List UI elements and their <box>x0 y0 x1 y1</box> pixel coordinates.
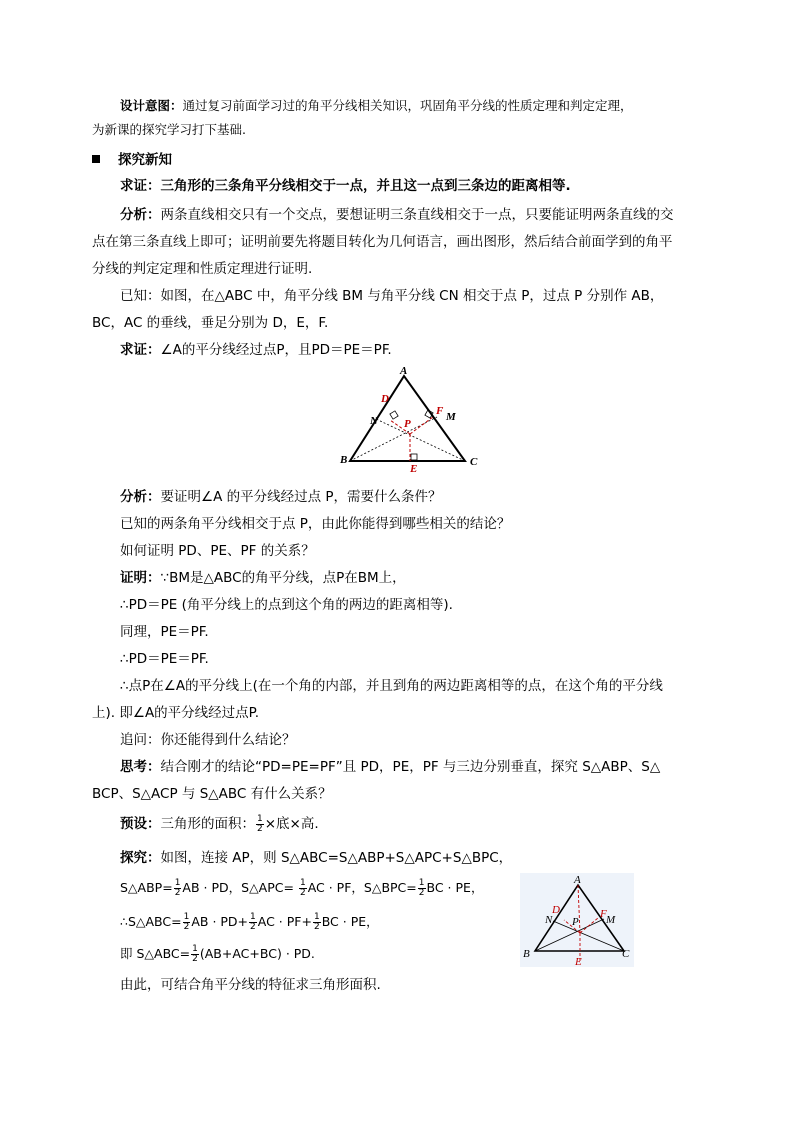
explore-line1 <box>120 848 512 868</box>
proof-line5: ∴点P在∠A的平分线上(在一个角的内部，并且到角的两边距离相等的点，在这个角的平分线 <box>120 678 663 694</box>
preset-line <box>120 814 319 834</box>
explore-line4: 即 S△ABC= $\frac{1}{2}$ (AB+AC+BC) · PD. <box>120 944 315 964</box>
proof-line1 <box>120 568 406 588</box>
fig2-label-P: P <box>572 916 579 928</box>
analysis2-line <box>120 487 442 507</box>
label-D: D <box>381 393 389 405</box>
proof-line2: ∴PD＝PE (角平分线上的点到这个角的两边的距离相等). <box>120 597 453 613</box>
conclusion: 由此，可结合角平分线的特征求三角形面积. <box>120 977 381 993</box>
analysis2-q1: 已知的两条角平分线相交于点 P，由此你能得到哪些相关的结论？ <box>120 516 511 532</box>
label-E: E <box>410 463 418 474</box>
label-P: P <box>404 418 411 430</box>
fig2-label-B: B <box>523 948 530 960</box>
triangle-figure-2 <box>520 873 634 967</box>
label-C: C <box>470 456 478 468</box>
label-M: M <box>446 411 456 423</box>
fig2-label-M: M <box>606 914 616 926</box>
prove-statement: 求证：三角形的三条角平分线相交于一点，并且这一点到三条边的距离相等. <box>120 178 571 194</box>
label-F: F <box>436 405 444 417</box>
fig2-label-F: F <box>600 908 607 920</box>
followup-question: 追问：你还能得到什么结论？ <box>120 732 296 748</box>
analysis2-text: 要证明∠A 的平分线经过点 P，需要什么条件？ <box>160 489 442 505</box>
explore-label: 探究： <box>120 850 161 866</box>
to-prove-line <box>120 340 392 360</box>
preset-text: 三角形的面积： <box>160 816 255 832</box>
triangle-figure-1 <box>338 362 488 474</box>
think-label: 思考： <box>120 759 161 775</box>
design-intent-label: 设计意图： <box>120 98 183 113</box>
given-line2: BC，AC 的垂线，垂足分别为 D，E，F. <box>92 315 329 331</box>
design-intent-line2: 为新课的探究学习打下基础. <box>92 122 246 137</box>
explore-text1: 如图，连接 AP，则 S△ABC=S△ABP+S△APC+S△BPC， <box>160 850 513 866</box>
analysis1-line3: 分线的判定定理和性质定理进行证明. <box>92 261 313 277</box>
fig2-label-E: E <box>575 956 582 967</box>
analysis2-label: 分析： <box>120 489 161 505</box>
fig2-label-N: N <box>545 914 553 926</box>
explore-line3: ∴S△ABC= $\frac{1}{2}$ AB · PD+ $\frac{1}{2}$ AC · PF+ $\frac{1}{2}$ BC · PE， <box>120 912 379 932</box>
analysis2-q2: 如何证明 PD、PE、PF 的关系？ <box>120 543 315 559</box>
fig2-label-A: A <box>574 874 581 886</box>
fig2-label-C: C <box>622 948 630 960</box>
explore-line2: S△ABP= $\frac{1}{2}$ AB · PD，S△APC= $\frac{1}{2}$ AC · PF，S△BPC= $\frac{1}{2}$ BC · PE， <box>120 878 484 898</box>
given-line1: 已知：如图，在△ABC 中，角平分线 BM 与角平分线 CN 相交于点 P，过点 P 分别作 AB， <box>120 288 664 304</box>
design-intent-text1: 通过复习前面学习过的角平分线相关知识，巩固角平分线的性质定理和判定定理， <box>182 98 633 113</box>
think-line2: BCP、S△ACP 与 S△ABC 有什么关系？ <box>92 786 332 802</box>
section-title: 探究新知 <box>118 152 172 168</box>
analysis1-label: 分析： <box>120 207 161 223</box>
proof-line4: ∴PD＝PE＝PF. <box>120 651 209 667</box>
proof-label: 证明： <box>120 570 161 586</box>
to-prove-text: ∠A的平分线经过点P，且PD＝PE＝PF. <box>160 342 392 358</box>
preset-text-after: ×底×高. <box>264 816 319 832</box>
analysis1-line2: 点在第三条直线上即可；证明前要先将题目转化为几何语言，画出图形，然后结合前面学到的角平 <box>92 234 673 250</box>
section-heading <box>92 150 172 170</box>
label-N: N <box>370 415 378 427</box>
half-fraction: $\frac{1}{2}$ <box>257 813 263 834</box>
think-text1: 结合刚才的结论“PD=PE=PF”且 PD，PE，PF 与三边分别垂直，探究 S△ABP、S△ <box>160 759 661 775</box>
to-prove-label: 求证： <box>120 342 161 358</box>
analysis1-text1: 两条直线相交只有一个交点，要想证明三条直线相交于一点，只要能证明两条直线的交 <box>160 207 674 223</box>
proof-line3: 同理，PE＝PF. <box>120 624 209 640</box>
preset-label: 预设： <box>120 816 161 832</box>
think-line1 <box>120 757 660 777</box>
square-bullet-icon <box>92 155 100 163</box>
label-B: B <box>340 454 348 466</box>
proof-line6: 上). 即∠A的平分线经过点P. <box>92 705 260 721</box>
proof-text1: ∵BM是△ABC的角平分线，点P在BM上， <box>160 570 406 586</box>
fig2-label-D: D <box>552 904 560 916</box>
label-A: A <box>400 365 408 377</box>
analysis1-line1 <box>120 205 674 225</box>
design-intent-line1 <box>120 96 633 116</box>
